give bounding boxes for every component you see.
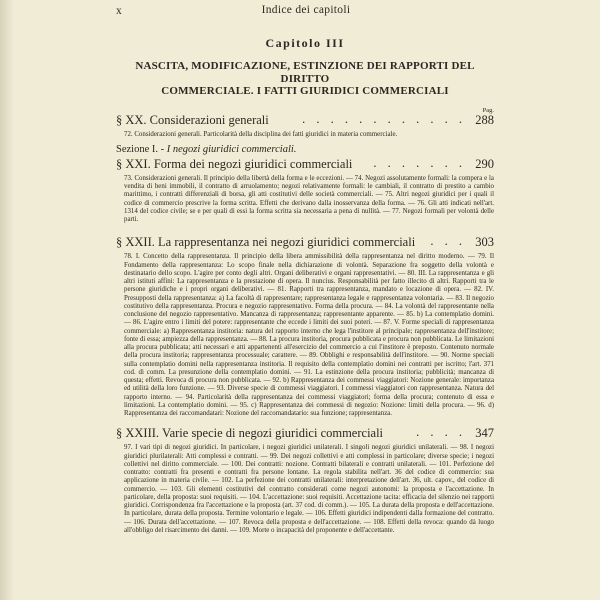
section-heading-xx[interactable] [116, 113, 494, 128]
section-title: § XX. Considerazioni generali [116, 112, 269, 127]
leader-dots: . . . . [416, 425, 466, 440]
section-summary: 72. Considerazioni generali. Particolarità della disciplina dei fatti giuridici in materia commerciale. [124, 130, 398, 138]
chapter-title-line-1: NASCITA, MODIFICAZIONE, ESTINZIONE DEI RAPPORTI DEL DIRITTO [135, 60, 475, 85]
running-header [116, 4, 496, 20]
page-column-label: Pag. [482, 106, 494, 114]
section-heading-xxi[interactable] [116, 157, 494, 172]
section-title: § XXII. La rappresentanza nei negozi giuridici commerciali [116, 235, 416, 250]
section-summary: 97. I vari tipi di negozi giuridici. In particolare, i negozi giuridici unilaterali. I singoli negozi giuridici unilaterali. — 98. I negozi giuridici plurilaterali: Atti complessi e contratti. — 99. Dei negozi collettivi e atti complessi in particolare; diverse specie; i negozi collettivi nel diritto commerciale. — 100. Dei contratti: nozione. Contratti bilaterali e contratti unilaterali. — 101. Perfezione del contratto: contratti fra presenti e contratti fra persone lontane. La regola stabilita nell'art. 36 del codice di commercio: sua applicazione in materia civile. — 102. La perfezione dei contratti unilaterali: interpretazione dell'art. 36, ult. capov., del codice di commercio. — 103. Gli elementi costitutivi del contratto considerati come negozi autonomi: la proposta e l'accettazione. In particolare, della proposta: suoi requisiti. — 104. L'accettazione: suoi requisiti. Accettazione tacita: efficacia del silenzio nei rapporti giuridici. Corrispondenza fra l'accettazione e la proposta (art. 37 cod. di comm.). — 105. La durata della proposta e dell'accettazione. In particolare, durata della proposta. Termine volontario e legale. — 106. Effetti giuridici indipendenti dalla formazione del contratto. — 106. Durata dell'accettazione. — 107. Revoca della proposta e dell'accettazione. — 108. Effetti della revoca: quando dà luogo all'obbligo del risarcimento dei danni. — 109. Morte o incapacità del proponente e dell'accettante. [124, 444, 494, 534]
section-heading-xxiii[interactable] [116, 426, 494, 441]
chapter-title-line-2: COMMERCIALE. I FATTI GIURIDICI COMMERCIALI [161, 85, 449, 97]
leader-dots: . . . . . . . [373, 155, 466, 170]
leader-dots: . . . [430, 234, 466, 249]
running-title: Indice dei capitoli [261, 4, 351, 16]
section-summary: 78. I. Concetto della rappresentanza. Il principio della libera ammissibilità della rappresentanza nel diritto moderno. — 79. Il Fondamento della rappresentanza: Lo scopo finale nella dichiarazione di volontà. Separazione fra soggetto della volontà e destinatario dello scopo. L'agire per conto degli altri. Organi deliberativi e organi rappresentativi. — 80. III. La rappresentanza e gli altri istituti affini: La rappresentanza e la prestazione di opera. Il nuncius. Responsabilità per fatto illecito di altri. Rapporti tra le persone giuridiche e i propri organi deliberativi. — 81. Rapporti tra rappresentanza, mandato e locazione di opera. — 82. IV. Presupposti della rappresentanza: a) La facoltà di rappresentare; rappresentanza legale e rappresentanza volontaria. — 83. Il negozio costitutivo della rappresentanza. Procura e negozio rappresentativo. Forma della procura. — 84. La volontà del rappresentante nella conclusione del negozio rappresentativo. Mancanza di rappresentanza; rappresentante apparente. — 85. b) La contemplatio domini. — 86. L'agire entro i limiti del potere: rappresentante che eccede i limiti dei suoi poteri. — 87. V. Forme speciali di rappresentanza commerciale: a) Rappresentanza institoria: natura del rapporto interno che lega l'institore al principale; rappresentanza dell'institore; fonte di essa; ampiezza della rappresentanza. — 88. La procura institoria, procura pubblicata e procura non pubblicata. Le limitazioni alla procura pubblicata; atti necessari e atti appartenenti all'esercizio del commercio a cui l'institore è preposto. Contenuto normale della procura institoria; rappresentanza processuale; carattere. — 89. Obblighi e responsabilità dell'institore. — 90. Norme speciali sulla contemplatio domini nella rappresentanza institoria. Il requisito della contemplatio domini nei contratti per iscritto; l'art. 371 cod. di comm. La presunzione della contemplatio domini. — 91. La estinzione della procura institoria; pubblicità; mancanza di questa; effetti. Revoca di procura non pubblicata. — 92. b) Rappresentanza dei commessi viaggiatori: Nozione generale: importanza ed utilità della loro funzione. — 93. Diverse specie di commessi viaggiatori. I commessi viaggiatori con rappresentanza. Natura del rapporto interno. — 94. Particolarità della rappresentanza dei commessi viaggiatori; forma della procura; contenuto di essa e limitazioni. La contemplatio domini. — 95. c) Rappresentanza dei commessi di negozio: Nozione: limiti della procura. — 96. d) Rappresentanza dei raccomandatari: Nozione del raccomandatario: sua funzione; rappresentanza. [124, 253, 494, 417]
sezione-label: Sezione I. - [116, 143, 167, 155]
section-title: § XXI. Forma dei negozi giuridici commerciali [116, 156, 353, 171]
section-page-number: 288 [475, 112, 494, 127]
leader-dots: . . . . . . . . . . . . [302, 111, 466, 126]
section-title: § XXIII. Varie specie di negozi giuridici commerciali [116, 426, 384, 441]
chapter-label: Capitolo III [265, 36, 345, 50]
sezione-title: I negozi giuridici commerciali. [166, 143, 297, 155]
page-number: x [116, 5, 122, 17]
page-gutter-shadow [0, 0, 14, 600]
section-page-number: 290 [475, 156, 494, 171]
section-summary: 73. Considerazioni generali. Il principio della libertà della forma e le eccezioni. — 74. Negozi assolutamente formali: la compera e la vendita di beni immobili, il contratto di arruolamento; negozi relativamente formali: le cambiali, il contratto di prestito a cambio marittimo, i contratti differenziali di borsa, gli atti costitutivi delle società commerciali. — 75. Altri negozi giuridici per i quali il codice di commercio prescrive la forma scritta. Effetti che derivano dalla inosservanza della forma. — 76. Gli atti indicati nell'art. 1314 del codice civile; se e per quali di essi la forma scritta sia necessaria a pena di nullità. — 77. Negozi formali per volontà delle parti. [124, 174, 494, 223]
section-heading-xxii[interactable] [116, 235, 494, 250]
section-page-number: 303 [475, 235, 494, 250]
section-page-number: 347 [475, 426, 494, 441]
sezione-heading [116, 144, 494, 155]
index-body [116, 36, 494, 535]
